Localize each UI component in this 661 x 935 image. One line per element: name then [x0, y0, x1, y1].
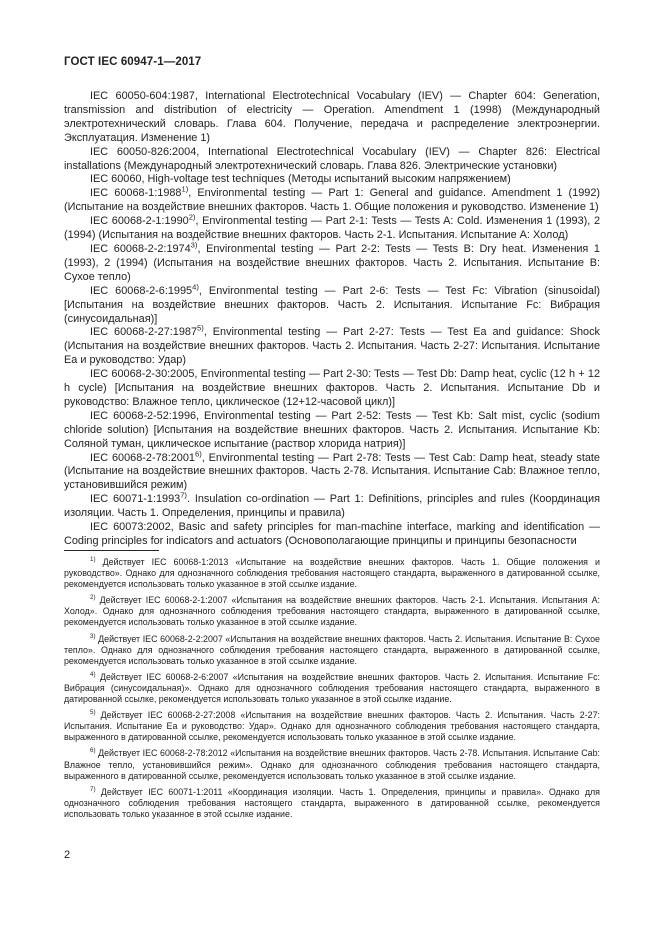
footnote-mark: 4) [90, 670, 96, 678]
footnote-mark: 1) [90, 556, 96, 564]
reference-item: IEC 60071-1:1993$^{7)}$. Insulation co-ordination — Part 1: Definitions, principles and rules (Координация изоляции. Часть 1. Определения, принципы и правила) [64, 490, 600, 520]
footnote-ref: 6) [194, 448, 202, 458]
footnote-mark: 2) [90, 594, 96, 602]
reference-item: IEC 60073:2002, Basic and safety principles for man-machine interface, marking and identification — Coding principles for indicators and actuators (Основополагающие принципы и принципы безопасности [64, 521, 600, 547]
footnote: $^{3)}$ Действует IEC 60068-2-2:2007 «Испытания на воздействие внешних факторов. Часть 2. Испытания. Испытание В: Сухое тепло». Однако для однозначного соблюдения требования настоящего стандарта, выраженного в датированной ссылке, рекомендуется использовать только указанное в этой ссылке издание. [64, 632, 600, 666]
footnotes [64, 557, 600, 825]
reference-item: IEC 60068-2-52:1996, Environmental testing — Part 2-52: Tests — Test Kb: Salt mist, cyclic (sodium chloride solution) [Испытания на воздействие внешних факторов. Часть 2. Испытания. Испытание Kb: Соляной туман, циклическое испытание (раствор хлорида натрия)] [64, 409, 600, 450]
footnote-ref: 4) [192, 282, 199, 292]
footnote-ref: 7) [180, 490, 187, 500]
footnote-mark: 3) [90, 632, 96, 640]
footnote: $^{5)}$ Действует IEC 60068-2-27:2008 «Испытания на воздействие внешних факторов. Часть 2. Испытания. Часть 2-27: Испытания. Испытание Еа и руководство: Удар». Однако для однозначного соблюдения требования настоящего стандарта, выраженного в датированной ссылке, рекомендуется использовать только указанное в этой ссылке издание. [64, 709, 600, 743]
reference-item: IEC 60068-2-2:1974$^{3)}$, Environmental testing — Part 2-2: Tests — Tests B: Dry heat. Изменения 1 (1993), 2 (1994) (Испытания на воздействие внешних факторов. Часть 2. Испытания. Испытание В: Сухое тепло) [64, 240, 600, 283]
footnote: $^{4)}$ Действует IEC 60068-2-6:2007 «Испытания на воздействие внешних факторов. Часть 2. Испытания. Испытание Fc: Вибрация (синусоидальная)». Однако для однозначного соблюдения требования настоящего стандарта, выраженного в датированной ссылке, рекомендуется использовать только указанное в этой ссылке издание. [64, 670, 600, 705]
footnote-ref: 5) [197, 323, 204, 333]
footnote-divider [64, 550, 159, 551]
page-number: 2 [64, 849, 71, 861]
footnote: $^{6)}$ Действует IEC 60068-2-78:2012 «Испытания на воздействие внешних факторов. Часть 2-78. Испытания. Испытание Cab: Влажное тепло, установившийся режим». Однако для однозначного соблюдения требования настоящего стандарта, выраженного в датированной ссылке, рекомендуется использовать только указанное в этой ссылке издание. [64, 747, 600, 781]
footnote-mark: 7) [90, 785, 96, 793]
footnote: $^{7)}$ Действует IEC 60071-1:2011 «Координация изоляции. Часть 1. Определения, принципы и правила». Однако для однозначного соблюдения требования настоящего стандарта, выраженного в датированной ссылке, рекомендуется использовать только указанное в этой ссылке издание. [64, 785, 600, 819]
footnote-ref: 3) [190, 240, 198, 250]
footnote-ref: 2) [188, 212, 196, 222]
reference-item: IEC 60050-604:1987, International Electrotechnical Vocabulary (IEV) — Chapter 604: Generation, transmission and distribution of electricity — Operation. Amendment 1 (1998) (Международный электротехнический словарь. Глава 604. Получение, передача и распределение электроэнергии. Эксплуатация. Изменение 1) [64, 90, 600, 144]
page-header-title: ГОСТ IEC 60947-1—2017 [64, 56, 202, 68]
reference-item: IEC 60068-2-27:1987$^{5)}$, Environmental testing — Part 2-27: Tests — Test Ea and guidance: Shock (Испытания на воздействие внешних факторов. Часть 2. Испытания. Часть 2-27: Испытания. Испытание Еа и руководство: Удар) [64, 323, 600, 367]
reference-item: IEC 60068-2-78:2001$^{6)}$, Environmental testing — Part 2-78: Tests — Test Cab: Damp heat, steady state (Испытание на воздействие внешних факторов. Часть 2-78. Испытания. Испытание Cab: Влажное тепло, установившийся режим) [64, 448, 600, 492]
footnote: $^{2)}$ Действует IEC 60068-2-1:2007 «Испытания на воздействие внешних факторов. Часть 2-1. Испытания. Испытания А: Холод». Однако для однозначного соблюдения требования настоящего стандарта, выраженного в датированной ссылке, рекомендуется использовать только указанное в этой ссылке издание. [64, 594, 600, 628]
reference-item: IEC 60068-2-1:1990$^{2)}$, Environmental testing — Part 2-1: Tests — Tests A: Cold. Изменения 1 (1993), 2 (1994) (Испытания на воздействие внешних факторов. Часть 2-1. Испытания. Испытание А: Холод) [64, 212, 600, 242]
footnote-mark: 6) [90, 747, 96, 755]
reference-item: IEC 60068-2-6:1995$^{4)}$, Environmental testing — Part 2-6: Tests — Test Fc: Vibration (sinusoidal) [Испытания на воздействие внешних факторов. Часть 2. Испытания. Испытание Fc: Вибрация (синусоидальная)] [64, 282, 600, 325]
reference-item: IEC 60068-1:1988$^{1)}$, Environmental testing — Part 1: General and guidance. Amendment 1 (1992) (Испытание на воздействие внешних факторов. Часть 1. Общие положения и руководство. Изменение 1) [64, 184, 600, 214]
footnote-mark: 5) [90, 709, 96, 717]
reference-item: IEC 60068-2-30:2005, Environmental testing — Part 2-30: Tests — Test Db: Damp heat, cyclic (12 h + 12 h cycle) [Испытания на воздействие внешних факторов. Часть 2. Испытания. Испытание Db и руководство: Влажное тепло, циклическое (12+12-часовой цикл)] [64, 368, 600, 408]
reference-item: IEC 60050-826:2004, International Electrotechnical Vocabulary (IEV) — Chapter 826: Electrical installations (Международный электротехнический словарь. Глава 826. Электрические установки) [64, 145, 600, 172]
footnote-ref: 1) [181, 184, 189, 194]
normative-references [64, 90, 600, 549]
reference-item: IEC 60060, High-voltage test techniques (Методы испытаний высоким напряжением) [90, 173, 511, 186]
footnote: $^{1)}$ Действует IEC 60068-1:2013 «Испытание на воздействие внешних факторов. Часть 1. Общие положения и руководство». Однако для однозначного соблюдения требования настоящего стандарта, выраженного в датированной ссылке, рекомендуется использовать только указанное в этой ссылке издание. [64, 556, 601, 590]
